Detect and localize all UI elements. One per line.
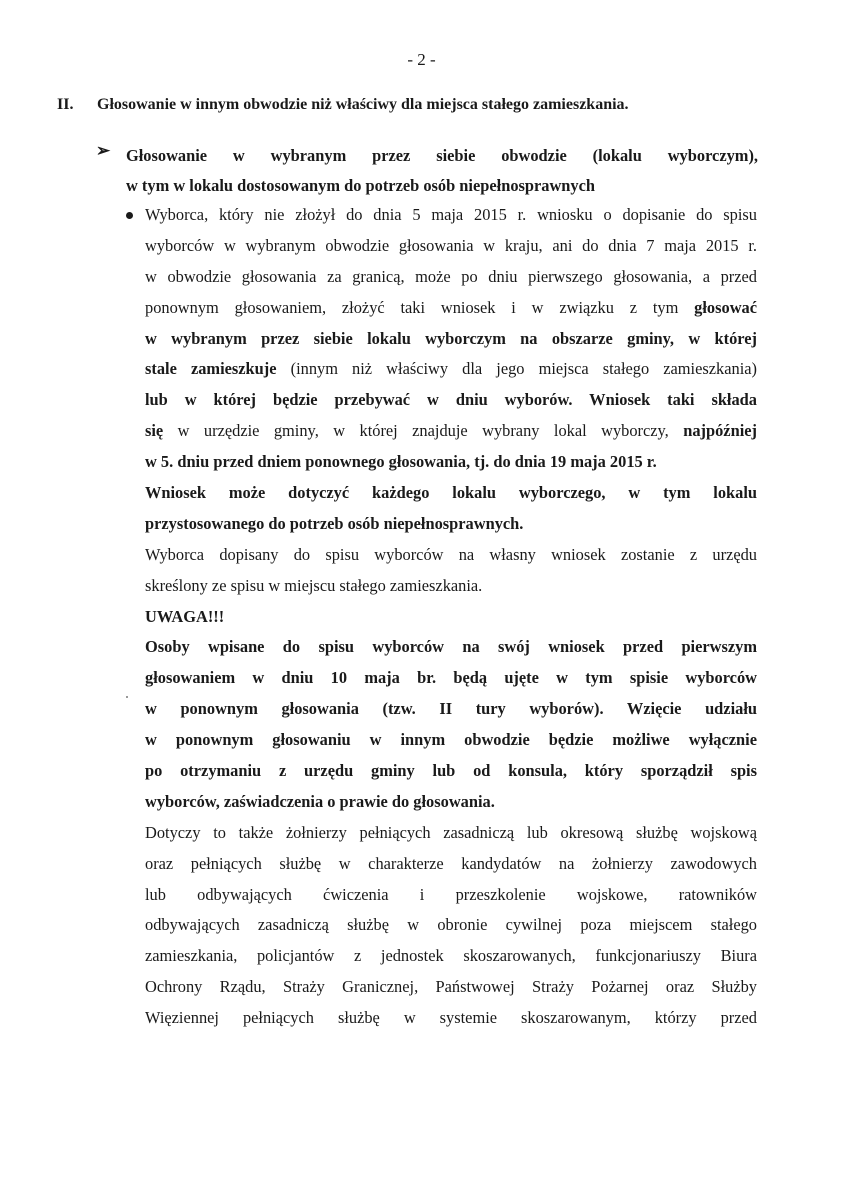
text-line: przystosowanego do potrzeb osób niepełnosprawnych. <box>145 513 524 533</box>
bullet-dot-icon <box>126 212 133 219</box>
scan-speck <box>126 696 128 698</box>
text-line: lub w której będzie przebywać w dniu wyborów. Wniosek taki składa <box>145 390 757 410</box>
text-run-bold: się <box>145 421 164 441</box>
text-line: wyborców w wybranym obwodzie głosowania w kraju, ani do dnia 7 maja 2015 r. <box>145 235 757 255</box>
text-line: Wyborca dopisany do spisu wyborców na własny wniosek zostanie z urzędu <box>145 544 757 564</box>
text-run: (innym niż właściwy dla jego miejsca stałego zamieszkania) <box>290 359 757 379</box>
text-line: wyborców, zaświadczenia o prawie do głosowania. <box>145 791 495 811</box>
text-run-bold: najpóźniej <box>683 421 757 441</box>
subsection-title-line2: w tym w lokalu dostosowanym do potrzeb osób niepełnosprawnych <box>126 176 596 195</box>
body-paragraphs <box>145 200 757 1034</box>
section-heading <box>57 96 797 114</box>
text-line: Dotyczy to także żołnierzy pełniących zasadniczą lub okresową służbę wojskową <box>145 822 757 842</box>
text-line <box>145 354 757 385</box>
text-line: Wniosek może dotyczyć każdego lokalu wyborczego, w tym lokalu <box>145 483 757 503</box>
notice-label: UWAGA!!! <box>145 606 225 626</box>
text-run-bold: stale zamieszkuje <box>145 359 277 379</box>
text-line: w 5. dniu przed dniem ponownego głosowania, tj. do dnia 19 maja 2015 r. <box>145 452 657 472</box>
text-line: odbywających zasadniczą służbę w obronie cywilnej poza miejscem stałego <box>145 915 757 935</box>
text-line: w ponownym głosowania (tzw. II tury wyborów). Wzięcie udziału <box>145 699 757 719</box>
text-line <box>145 416 757 447</box>
text-line: skreślony ze spisu w miejscu stałego zamieszkania. <box>145 575 483 595</box>
text-line: w wybranym przez siebie lokalu wyborczym na obszarze gminy, w której <box>145 328 757 348</box>
text-line: Wyborca, który nie złożył do dnia 5 maja 2015 r. wniosku o dopisanie do spisu <box>145 205 757 224</box>
text-run: w urzędzie gminy, w której znajduje wybrany lokal wyborczy, <box>177 421 669 441</box>
text-line: po otrzymaniu z urzędu gminy lub od konsula, który sporządził spis <box>145 761 757 781</box>
text-run-bold: głosować <box>694 297 757 317</box>
text-line: lub odbywających ćwiczenia i przeszkolenie wojskowe, ratowników <box>145 884 757 904</box>
text-line: Ochrony Rządu, Straży Granicznej, Państwowej Straży Pożarnej oraz Służby <box>145 977 757 997</box>
section-number: II. <box>57 96 74 113</box>
text-line: Osoby wpisane do spisu wyborców na swój wniosek przed pierwszym <box>145 637 757 657</box>
text-run: ponownym głosowaniem, złożyć taki wniosek i w związku z tym <box>145 297 679 317</box>
subsection-title-line1: Głosowanie w wybranym przez siebie obwodzie (lokalu wyborczym), <box>126 146 758 165</box>
text-line: oraz pełniących służbę w charakterze kandydatów na żołnierzy zawodowych <box>145 853 757 873</box>
text-line: zamieszkania, policjantów z jednostek skoszarowanych, funkcjonariuszy Biura <box>145 946 757 966</box>
subsection-heading <box>126 141 758 201</box>
text-line: Więziennej pełniących służbę w systemie skoszarowanym, którzy przed <box>145 1008 757 1028</box>
page-number: - 2 - <box>407 50 436 69</box>
text-line: głosowaniem w dniu 10 maja br. będą ujęte w tym spisie wyborców <box>145 668 757 688</box>
text-line: w obwodzie głosowania za granicą, może po dniu pierwszego głosowania, a przed <box>145 266 757 286</box>
arrow-bullet-icon: ➢ <box>96 141 111 160</box>
text-line <box>145 293 757 324</box>
text-line: w ponownym głosowaniu w innym obwodzie będzie możliwe wyłącznie <box>145 730 757 750</box>
section-title: Głosowanie w innym obwodzie niż właściwy dla miejsca stałego zamieszkania. <box>97 96 629 113</box>
